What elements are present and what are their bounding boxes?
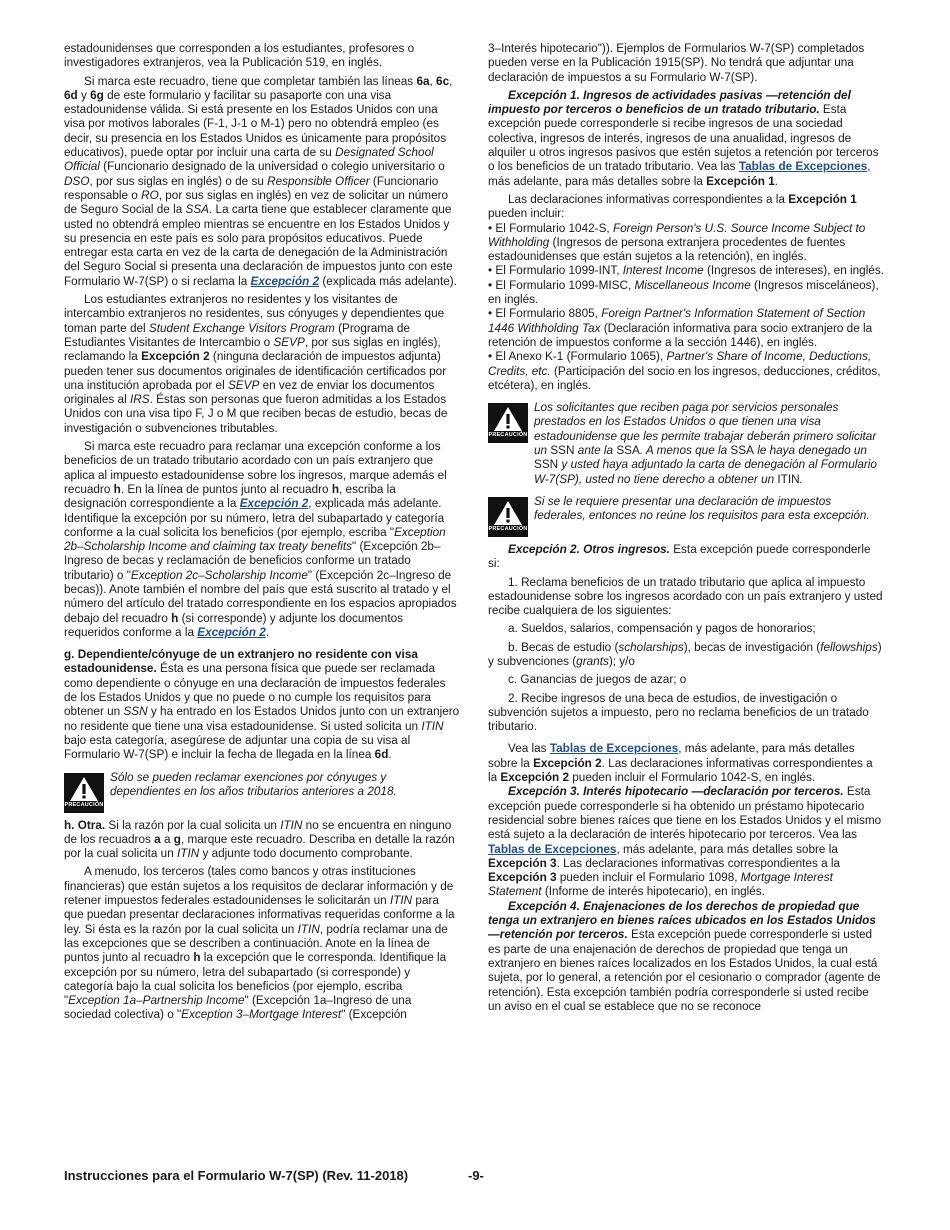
bullet-icon: • bbox=[488, 264, 493, 278]
caution-note bbox=[488, 495, 884, 535]
caution-text: Sólo se pueden reclamar exenciones por cónyuges y dependientes en los años tributarios anteriores a 2018. bbox=[110, 770, 397, 798]
exception-3: Excepción 3. Interés hipotecario —declaración por terceros. Esta excepción puede corresponderle si ha obtenido un préstamo hipotecario residencial sobre bienes raíces que tiene en los Estados Unidos y el mismo está sujeto a la declaración de interés hipotecario por terceros. Vea las Tablas de Excepciones, más adelante, para más detalles sobre la Excepción 3. Las declaraciones informativas correspondientes a la Excepción 3 pueden incluir el Formulario 1098, Mortgage Interest Statement (Informe de interés hipotecario), en inglés. bbox=[488, 785, 882, 899]
bullet-icon: • bbox=[488, 221, 493, 235]
section-heading: g. Dependiente/cónyuge de un extranjero no residente con visa estadounidense. bbox=[64, 648, 418, 676]
caution-note bbox=[64, 771, 460, 811]
caution-text: Los solicitantes que reciben paga por servicios personales prestados en los Estados Unidos o que tienen una visa estadounidense que les permite trabajar deberán primero solicitar un SSN ante la SSA. A menos que la SSA le haya denegado un SSN y usted haya adjuntado la carta de denegación al Formulario W-7(SP), usted no tiene derecho a obtener un ITIN. bbox=[534, 401, 877, 486]
section-heading: Excepción 2. Otros ingresos. bbox=[508, 542, 670, 556]
list-item: • El Anexo K-1 (Formulario 1065), Partner's Share of Income, Deductions, Credits, etc. (Participación del socio en los ingresos, deducciones, créditos, etcétera), en inglés. bbox=[488, 350, 881, 392]
paragraph: Vea las Tablas de Excepciones, más adelante, para más detalles sobre la Excepción 2. Las declaraciones informativas correspondientes a la Excepción 2 pueden incluir el Formulario 1042-S, en inglés. bbox=[488, 742, 873, 785]
left-column bbox=[64, 42, 460, 1023]
paragraph: 3–Interés hipotecario")). Ejemplos de Formularios W-7(SP) completados pueden verse en la Publicación 1915(SP). No tendrá que adjuntar una declaración de impuestos a su Formulario W-7(SP). bbox=[488, 42, 865, 84]
exception-1: Excepción 1. Ingresos de actividades pasivas —retención del impuesto por terceros o beneficios de un tratado tributario. Esta excepción puede corresponderle si recibe ingresos de una sociedad colectiva, ingresos de interés, ingresos de una anualidad, ingresos de alquiler u otros ingresos pasivos que estén sujetos a retención por terceros o los beneficios de un tratado tributario. Vea las Tablas de Excepciones, más adelante, para más detalles sobre la Excepción 1. bbox=[488, 88, 879, 188]
exception-2-link[interactable]: Excepción 2 bbox=[239, 497, 309, 511]
paragraph: Si marca este recuadro para reclamar una excepción conforme a los beneficios de un tratado tributario acordado con un país extranjero que aplica al impuesto estadounidense sobre los ingresos, marque además el recuadro h. En la línea de puntos junto al recuadro h, escriba la designación correspondiente a la Excepción 2, explicada más adelante. Identifique la excepción por su número, letra del subapartado y categoría conforme a la cual solicita los beneficios (por ejemplo, escriba "Exception 2b–Scholarship Income and claiming tax treaty benefits" (Excepción 2b–Ingreso de becas y reclamación de beneficios conforme un tratado tributario) o "Exception 2c–Scholarship Income" (Excepción 2c–Ingreso de becas)). Anote también el nombre del país que está suscrito al tratado y el número del artículo del tratado correspondiente en los espacios apropiados debajo del recuadro h (si corresponde) y adjunte los documentos requeridos conforme a la Excepción 2. bbox=[64, 440, 457, 639]
section-heading: Excepción 1. Ingresos de actividades pasivas —retención del impuesto por terceros o beneficios de un tratado tributario. bbox=[488, 88, 851, 117]
exception-tables-link[interactable]: Tablas de Excepciones bbox=[549, 742, 679, 756]
list-item: • El Formulario 1099-MISC, Miscellaneous Income (Ingresos misceláneos), en inglés. bbox=[488, 278, 879, 307]
paragraph: A menudo, los terceros (tales como bancos y otras instituciones financieras) que están sujetos a los requisitos de declarar información y de retener impuestos federales estadounidenses le solicitarán un ITIN para que puedan presentar declaraciones informativas requeridas conforme a la ley. Si ésta es la razón por la cual solicita un ITIN, podría reclamar una de las excepciones que se describen a continuación. Anote en la línea de puntos junto al recuadro h la excepción que le corresponda. Identifique la excepción por su número, letra del subapartado (si corresponde) y categoría bajo la cual solicita los beneficios (por ejemplo, escriba "Exception 1a–Partnership Income" (Excepción 1a–Ingreso de una sociedad colectiva) o "Exception 3–Mortgage Interest" (Excepción bbox=[64, 865, 455, 1022]
exception-4: Excepción 4. Enajenaciones de los derechos de propiedad que tenga un extranjero en bienes raíces ubicados en los Estados Unidos —retención por terceros. Esta excepción puede corresponderle si usted es parte de una enajenación de derechos de propiedad que tenga un extranjero en bienes raíces localizados en los Estados Unidos, la cual está sujeta, por lo general, a retención por el cesionario o comprador (agente de retención). Esta excepción también podría corresponderle si usted recibe un aviso en el cual se establece que no se reconoce bbox=[488, 899, 881, 1013]
paragraph: Si marca este recuadro, tiene que completar también las líneas 6a, 6c, 6d y 6g de este formulario y facilitar su pasaporte con una visa estadounidense válida. Si está presente en los Estados Unidos con una visa por motivos laborales (F-1, J-1 o M-1) pero no obtendrá empleo (es decir, su presencia en los Estados Unidos es únicamente para propósitos educativos), puede optar por incluir una carta de su Designated School Official (Funcionario designado de la universidad o colegio universitario o DSO, por sus siglas en inglés) o de su Responsible Officer (Funcionario responsable o RO, por sus siglas en inglés) en vez de solicitar un número de Seguro Social de la SSA. La carta tiene que establecer claramente que usted no obtendrá empleo mientras se encuentre en los Estados Unidos y su presencia en este país es solo para propósitos educativos. Puede entregar esta carta en vez de la carta de denegación de la Administración del Seguro Social si presenta una declaración de impuestos junto con este Formulario W-7(SP) o si reclama la Excepción 2 (explicada más adelante). bbox=[64, 74, 457, 288]
list-item: 1. Reclama beneficios de un tratado tributario que aplica al impuesto estadounidense sobre los ingresos acordado con un país extranjero y usted recibe cualquiera de los siguientes: bbox=[488, 575, 883, 618]
section-h: h. Otra. Si la razón por la cual solicita un ITIN no se encuentra en ninguno de los recuadros a a g, marque este recuadro. Describa en detalle la razón por la cual solicita un ITIN y adjunte todo documento comprobante. bbox=[64, 818, 455, 861]
section-heading: Excepción 4. Enajenaciones de los derechos de propiedad que tenga un extranjero en bienes raíces ubicados en los Estados Unidos —retención por terceros. bbox=[488, 899, 876, 942]
caution-text: Si se le requiere presentar una declaración de impuestos federales, entonces no reúne los requisitos para esta excepción. bbox=[534, 494, 870, 523]
exception-2: Excepción 2. Otros ingresos. Esta excepción puede corresponderle si: bbox=[488, 542, 871, 571]
list-item: c. Ganancias de juegos de azar; o bbox=[508, 673, 687, 687]
list-item: b. Becas de estudio (scholarships), becas de investigación (fellowships) y subvenciones (grants); y/o bbox=[488, 640, 882, 668]
bullet-icon: • bbox=[488, 350, 493, 364]
caution-icon: PRECAUCIÓN bbox=[488, 403, 528, 443]
list-item: a. Sueldos, salarios, compensación y pagos de honorarios; bbox=[508, 622, 816, 636]
paragraph: Los estudiantes extranjeros no residentes y los visitantes de intercambio extranjeros no residentes, sus cónyuges y dependientes que toman parte del Student Exchange Visitors Program (Programa de Estudiantes Visitantes de Intercambio o SEVP, por sus siglas en inglés), reclamando la Excepción 2 (ninguna declaración de impuestos adjunta) pueden tener sus documentos originales de identificación certificados por una institución aprobada por el SEVP en vez de enviar los documentos originales al IRS. Éstas son personas que fueron admitidas a los Estados Unidos con una visa tipo F, J o M que reciben becas de estudio, becas de investigación o subvenciones tributables. bbox=[64, 293, 448, 435]
paragraph: estadounidenses que corresponden a los estudiantes, profesores o investigadores extranjeros, vea la Publicación 519, en inglés. bbox=[64, 42, 415, 70]
page-number: -9- bbox=[468, 1168, 484, 1183]
exception-2-link[interactable]: Excepción 2 bbox=[197, 625, 266, 639]
section-heading: h. Otra. bbox=[64, 818, 106, 832]
section-g: g. Dependiente/cónyuge de un extranjero no residente con visa estadounidense. Ésta es una persona física que puede ser reclamada como dependiente o cónyuge en una declaración de impuestos federales de los Estados Unidos y que no puede o no cumple los requisitos para obtener un SSN y ha entrado en los Estados Unidos junto con un extranjero no residente que tiene una visa estadounidense. Si usted solicita un ITIN bajo esta categoría, asegúrese de adjuntar una copia de su visa al Formulario W-7(SP) e incluir la fecha de llegada en la línea 6d. bbox=[64, 648, 460, 762]
list-item: • El Formulario 1042-S, Foreign Person's U.S. Source Income Subject to Withholding (Ingresos de persona extranjera procedentes de fuentes estadounidenses que están sujetos a la retención), en inglés. bbox=[488, 221, 866, 264]
form-title: Instrucciones para el Formulario W-7(SP) (Rev. 11-2018) bbox=[64, 1168, 409, 1183]
caution-icon: PRECAUCIÓN bbox=[488, 497, 528, 537]
right-column bbox=[488, 42, 884, 1014]
exception-tables-link[interactable]: Tablas de Excepciones bbox=[488, 842, 617, 856]
paragraph: Las declaraciones informativas correspondientes a la Excepción 1 pueden incluir: bbox=[488, 192, 857, 221]
list-item: • El Formulario 1099-INT, Interest Income (Ingresos de intereses), en inglés. bbox=[488, 264, 884, 278]
caution-icon: PRECAUCIÓN bbox=[64, 773, 104, 813]
bullet-icon: • bbox=[488, 307, 493, 321]
caution-note bbox=[488, 401, 884, 487]
list-item: • El Formulario 8805, Foreign Partner's Information Statement of Section 1446 Withholding Tax (Declaración informativa para socio extranjero de la retención de impuestos conforme a la sección 1446), en inglés. bbox=[488, 307, 873, 349]
exception-2-link[interactable]: Excepción 2 bbox=[250, 274, 320, 288]
page-footer bbox=[64, 1168, 884, 1183]
exception-tables-link[interactable]: Tablas de Excepciones bbox=[738, 160, 868, 174]
list-item: 2. Recibe ingresos de una beca de estudios, de investigación o subvención sujetos a impuesto, pero no reclama beneficios de un tratado tributario. bbox=[488, 691, 869, 734]
bullet-icon: • bbox=[488, 278, 493, 292]
section-heading: Excepción 3. Interés hipotecario —declaración por terceros. bbox=[508, 785, 844, 799]
